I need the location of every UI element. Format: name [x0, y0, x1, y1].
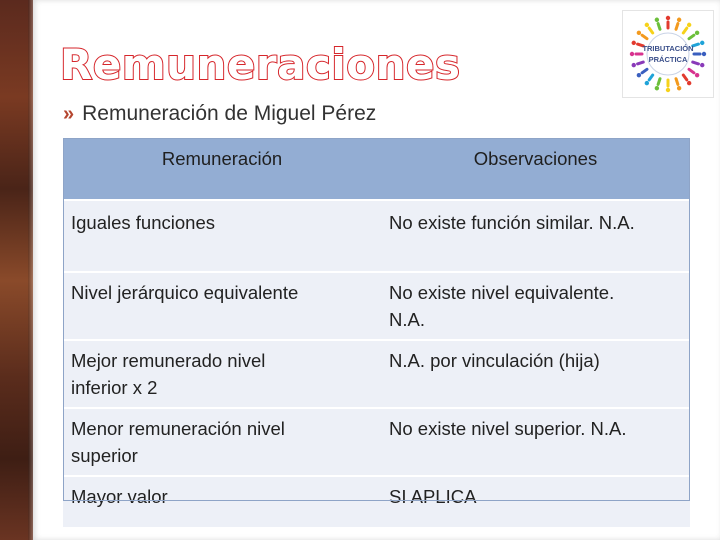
logo-figure-head [687, 23, 691, 27]
row-label-line: inferior x 2 [71, 377, 158, 398]
bullet-icon: » [63, 102, 75, 125]
logo-figure-head [695, 73, 699, 77]
logo-graphic [623, 11, 713, 97]
table-header-row [63, 138, 690, 200]
logo-figure-head [677, 86, 681, 90]
logo-figure-body [658, 24, 660, 30]
remuneration-table [63, 138, 690, 529]
table-row [63, 476, 690, 528]
row-label-line: Iguales funciones [71, 212, 215, 233]
logo-figure-head [630, 52, 634, 56]
logo-figure-body [649, 75, 653, 80]
subtitle: Remuneración de Miguel Pérez [82, 102, 377, 125]
logo-text-line2: PRÁCTICA [648, 55, 688, 64]
logo-figure-body [689, 35, 694, 39]
row-note [381, 476, 690, 528]
row-label [63, 272, 381, 340]
row-label [63, 340, 381, 408]
logo-figure-head [695, 31, 699, 35]
logo-figure-head [637, 73, 641, 77]
logo-figure-head [700, 41, 704, 45]
logo-figure-head [632, 41, 636, 45]
header-remuneracion: Remuneración [63, 138, 381, 200]
row-label-line: Mayor valor [71, 486, 168, 507]
header-observaciones: Observaciones [381, 138, 690, 200]
logo-figure-head [645, 81, 649, 85]
logo-figure-head [700, 63, 704, 67]
logo-figure-head [666, 16, 670, 20]
table-row [63, 340, 690, 408]
logo-figure-body [689, 69, 694, 73]
table-row [63, 408, 690, 476]
logo-figure-head [677, 18, 681, 22]
logo-figure-body [638, 62, 644, 64]
row-label-line: Menor remuneración nivel [71, 418, 285, 439]
row-note-line: N.A. por vinculación (hija) [389, 350, 600, 371]
logo-text-line1: TRIBUTACIÓN [642, 44, 694, 53]
logo-figure-body [693, 62, 699, 64]
logo-figure-body [658, 79, 660, 85]
row-label [63, 408, 381, 476]
row-note-line: No existe función similar. N.A. [389, 212, 635, 233]
row-note-line: SI APLICA [389, 486, 477, 507]
decorative-side-strip [0, 0, 33, 540]
logo-figure-body [683, 75, 687, 80]
row-note [381, 272, 690, 340]
logo-figure-head [645, 23, 649, 27]
logo-figure-head [632, 63, 636, 67]
logo-figure-body [642, 69, 647, 73]
row-note [381, 200, 690, 272]
row-label [63, 200, 381, 272]
row-note-line: N.A. [389, 309, 425, 330]
logo-figure-head [702, 52, 706, 56]
slide-title: Remuneraciones [60, 40, 461, 89]
tributacion-practica-logo [622, 10, 714, 98]
row-note-line: No existe nivel equivalente. [389, 282, 615, 303]
table-row [63, 200, 690, 272]
logo-figure-head [637, 31, 641, 35]
row-note [381, 340, 690, 408]
row-label-line: Mejor remunerado nivel [71, 350, 266, 371]
row-note-line: No existe nivel superior. N.A. [389, 418, 627, 439]
row-label-line: Nivel jerárquico equivalente [71, 282, 299, 303]
row-label-line: superior [71, 445, 138, 466]
logo-figure-body [693, 44, 699, 46]
logo-figure-head [655, 18, 659, 22]
logo-figure-body [649, 28, 653, 33]
logo-figure-head [687, 81, 691, 85]
row-note [381, 408, 690, 476]
logo-figure-head [655, 86, 659, 90]
logo-figure-head [666, 88, 670, 92]
logo-figure-body [683, 28, 687, 33]
logo-figure-body [676, 79, 678, 85]
logo-figure-body [642, 35, 647, 39]
subtitle-row [63, 102, 376, 126]
row-label [63, 476, 381, 528]
logo-figure-body [676, 24, 678, 30]
table-row [63, 272, 690, 340]
